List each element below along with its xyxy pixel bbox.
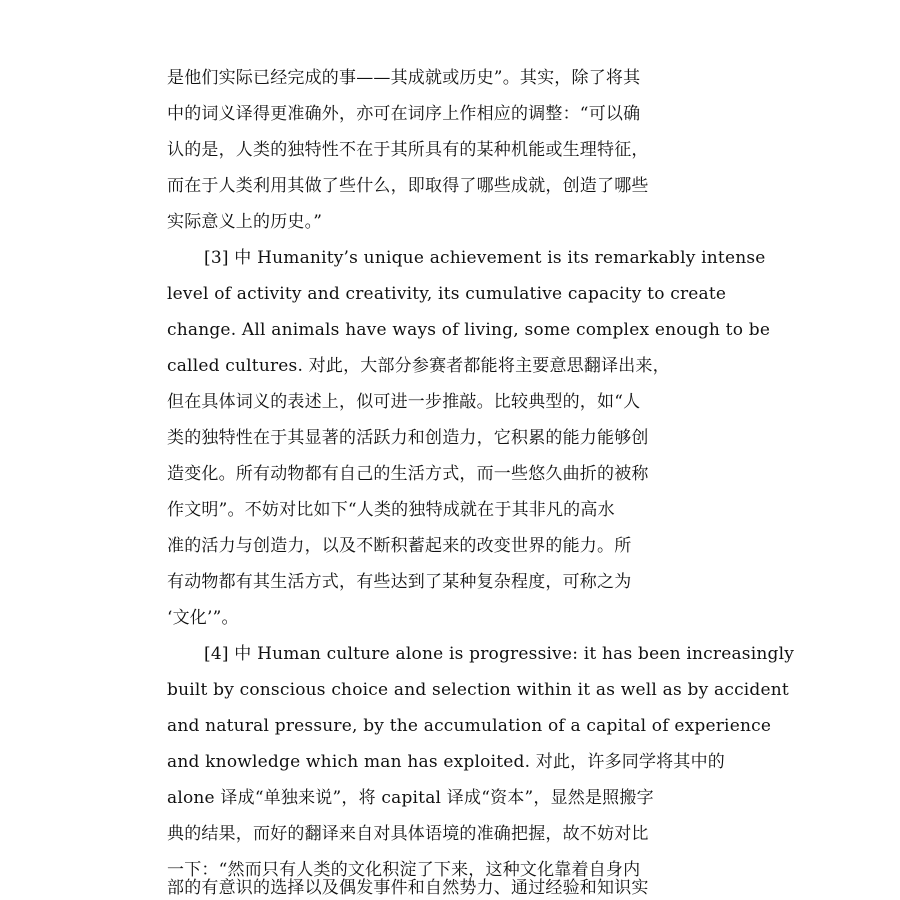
text-line: 是他们实际已经完成的事——其成就或历史”。其实，除了将其 bbox=[167, 68, 641, 88]
text-line: 准的活力与创造力，以及不断积蓄起来的改变世界的能力。所 bbox=[167, 536, 632, 556]
text-line: level of activity and creativity, its cumulative capacity to create bbox=[167, 284, 727, 304]
text-line: ‘文化’”。 bbox=[167, 608, 239, 628]
text-line: and natural pressure, by the accumulation of a capital of experience bbox=[167, 716, 772, 736]
paragraph-3-start: [3] 中 Humanity’s unique achievement is its remarkably intense bbox=[204, 248, 766, 268]
text-line: 作文明”。不妨对比如下“人类的独特成就在于其非凡的高水 bbox=[167, 500, 615, 520]
paragraph-4-start: [4] 中 Human culture alone is progressive: it has been increasingly bbox=[204, 644, 795, 664]
text-line: 实际意义上的历史。” bbox=[167, 212, 323, 232]
text-line: alone 译成“单独来说”，将 capital 译成“资本”，显然是照搬字 bbox=[167, 788, 654, 808]
text-line: 典的结果，而好的翻译来自对具体语境的准确把握，故不妨对比 bbox=[167, 824, 649, 844]
text-line: 中的词义译得更准确外，亦可在词序上作相应的调整：“可以确 bbox=[167, 104, 641, 124]
text-line: 但在具体词义的表述上，似可进一步推敲。比较典型的，如“人 bbox=[167, 392, 641, 412]
text-line: and knowledge which man has exploited. 对此，许多同学将其中的 bbox=[167, 752, 725, 772]
text-line: 而在于人类利用其做了些什么，即取得了哪些成就，创造了哪些 bbox=[167, 176, 649, 196]
text-line: change. All animals have ways of living, some complex enough to be bbox=[167, 320, 771, 340]
text-line: 造变化。所有动物都有自己的生活方式，而一些悠久曲折的被称 bbox=[167, 464, 649, 484]
text-line: built by conscious choice and selection within it as well as by accident bbox=[167, 680, 789, 700]
text-line: 有动物都有其生活方式，有些达到了某种复杂程度，可称之为 bbox=[167, 572, 632, 592]
text-line: 一下：“然而只有人类的文化积淀了下来，这种文化靠着自身内 bbox=[167, 860, 641, 880]
text-line: 部的有意识的选择以及偶发事件和自然势力、通过经验和知识实 bbox=[167, 878, 649, 898]
text-line: 类的独特性在于其显著的活跃力和创造力，它积累的能力能够创 bbox=[167, 428, 649, 448]
text-line: 认的是，人类的独特性不在于其所具有的某种机能或生理特征， bbox=[167, 140, 649, 160]
text-line: called cultures. 对此，大部分参赛者都能将主要意思翻译出来， bbox=[167, 356, 670, 376]
